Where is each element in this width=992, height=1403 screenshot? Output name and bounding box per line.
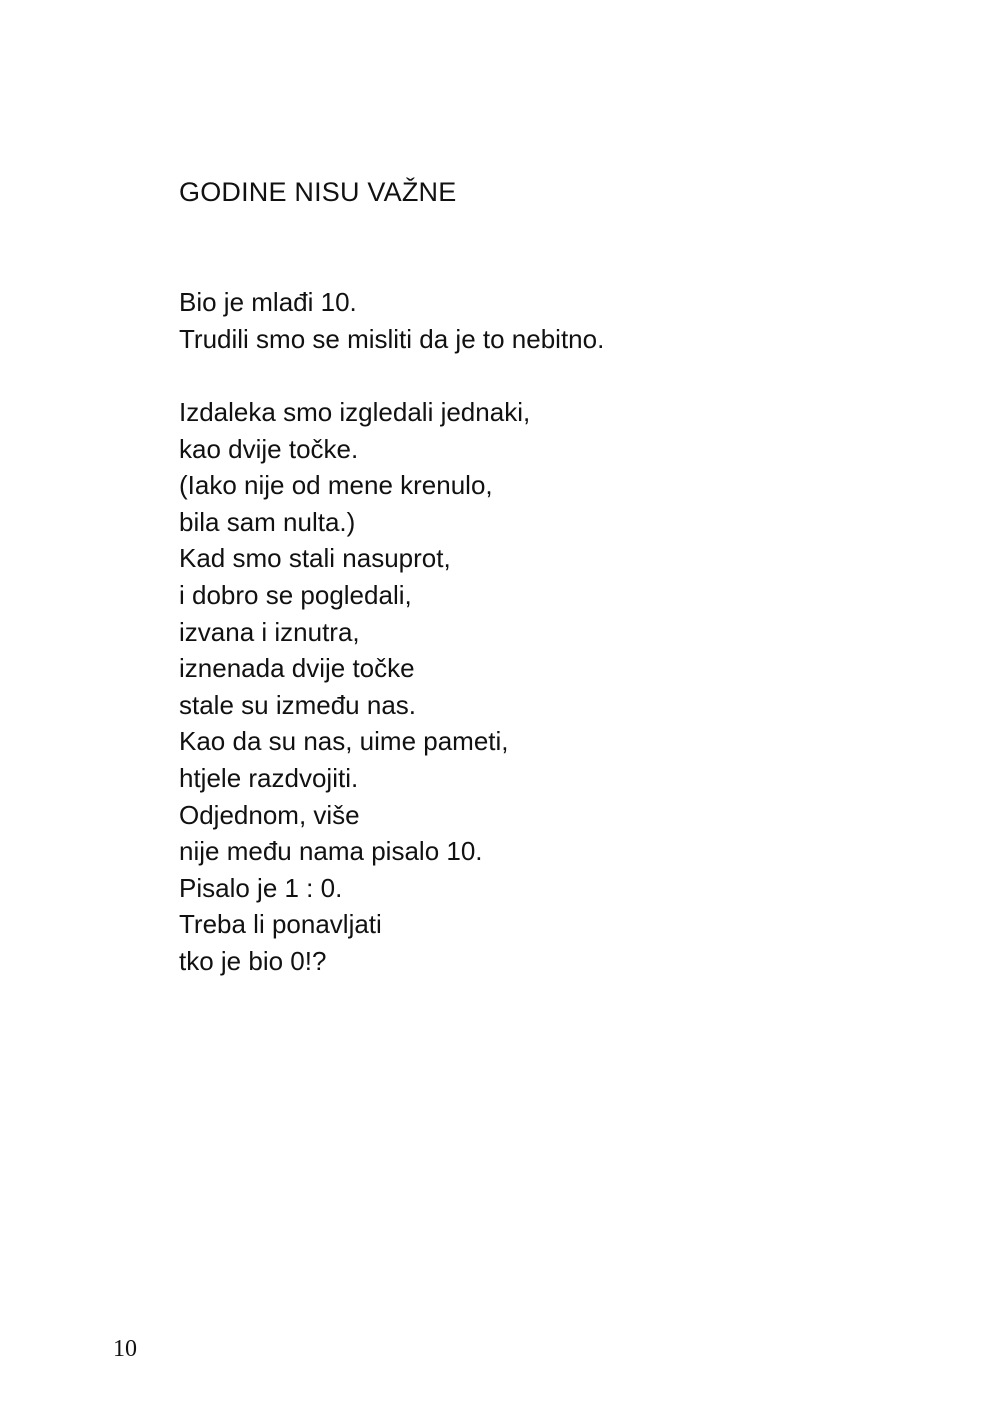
poem-line: Pisalo je 1 : 0. [179,872,343,903]
poem-line: tko je bio 0!? [179,945,327,976]
poem-line: Bio je mlađi 10. [179,287,357,317]
poem-line: (Iako nije od mene krenulo, [179,470,493,501]
poem-line: Odjednom, više [179,799,360,830]
poem-line: kao dvije točke. [179,433,359,464]
poem-title: GODINE NISU VAŽNE [179,177,457,207]
poem-line: htjele razdvojiti. [179,762,359,793]
poem-line: Trudili smo se misliti da je to nebitno. [179,323,605,354]
poem-line: bila sam nulta.) [179,506,356,537]
poem-stanza-1 [179,284,604,357]
poem-line: Kad smo stali nasuprot, [179,543,451,574]
poem-line: nije među nama pisalo 10. [179,836,483,867]
poem-stanza-2 [179,394,530,980]
poem-line: Treba li ponavljati [179,909,382,940]
poem-line: Izdaleka smo izgledali jednaki, [179,397,531,427]
poem-line: iznenada dvije točke [179,653,415,684]
page-number: 10 [113,1336,137,1362]
poem-line: Kao da su nas, uime pameti, [179,726,509,757]
poem-line: stale su između nas. [179,689,417,720]
poem-line: i dobro se pogledali, [179,579,412,610]
poem-line: izvana i iznutra, [179,616,360,647]
